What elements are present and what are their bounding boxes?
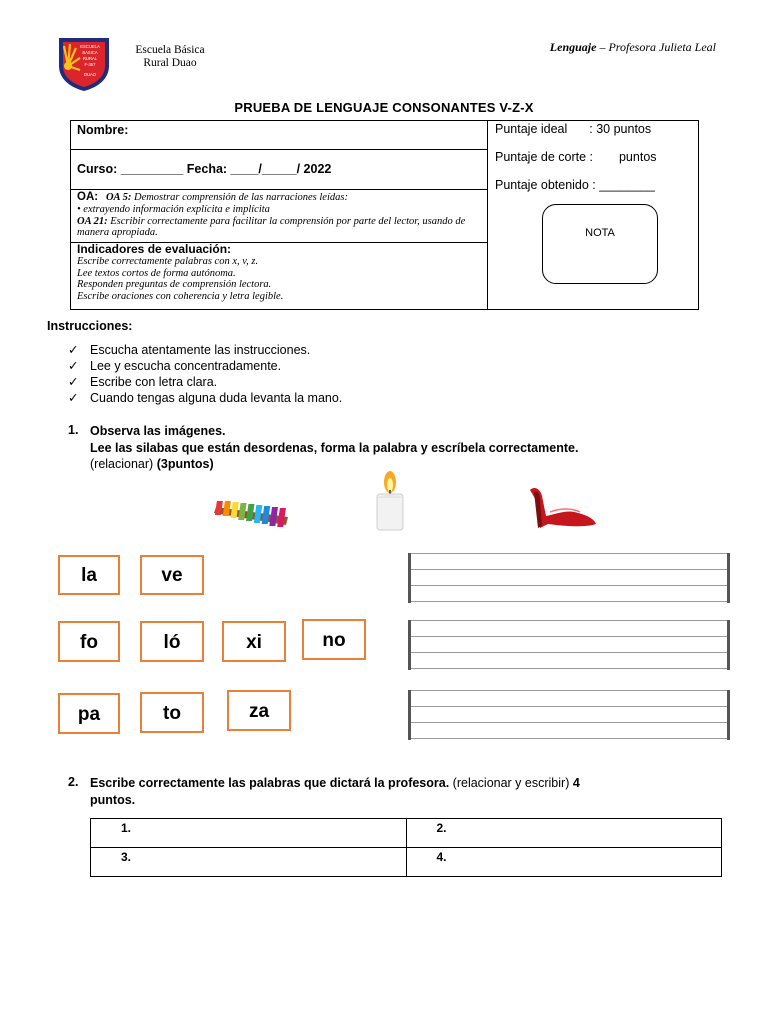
list-item — [68, 342, 342, 358]
oa21-text: Escribir correctamente para facilitar la comprensión por parte del lector, usando de manera apropiada. — [77, 215, 466, 238]
syllable-card[interactable] — [58, 621, 120, 662]
info-box — [70, 120, 488, 310]
checkmark-icon: ✓ — [68, 375, 79, 389]
q1-points: (3puntos) — [156, 457, 214, 471]
school-logo — [56, 36, 112, 92]
oa-block — [77, 191, 481, 239]
answer-writing-lines[interactable] — [408, 553, 730, 603]
q1-number: 1. — [68, 423, 79, 437]
syllable-text: la — [81, 565, 97, 586]
logo-text-1: ESCUELA — [80, 44, 100, 49]
list-item — [68, 390, 342, 406]
nombre-label: Nombre: — [77, 123, 129, 137]
q2-note: (relacionar y escribir) — [449, 776, 570, 790]
indicator-item: Escribe correctamente palabras con x, v, z. — [77, 256, 259, 267]
logo-text-4: F-357 — [84, 62, 96, 67]
candle-image — [370, 470, 410, 532]
grade-label: NOTA — [585, 227, 615, 239]
answer-writing-lines[interactable] — [408, 690, 730, 740]
cell-number: 1. — [121, 821, 132, 835]
indicators-title: Indicadores de evaluación: — [77, 242, 232, 256]
indicator-item: Responden preguntas de comprensión lectora. — [77, 279, 272, 290]
logo-text-5: DUAO — [83, 72, 97, 77]
teacher-line — [480, 40, 716, 55]
syllable-text: xi — [246, 632, 262, 653]
dictation-cell[interactable] — [91, 819, 407, 848]
q1-line1: Observa las imágenes. — [90, 424, 226, 438]
syllable-text: no — [322, 630, 346, 651]
checkmark-icon: ✓ — [68, 359, 79, 373]
q1-line2: Lee las silabas que están desordenas, forma la palabra y escríbela correctamente. — [90, 440, 579, 455]
school-name — [110, 44, 230, 70]
indicator-item: Lee textos cortos de forma autónoma. — [77, 267, 236, 279]
cell-number: 2. — [436, 821, 447, 835]
q1-text — [90, 423, 730, 473]
logo-text-3: RURAL — [82, 56, 98, 61]
subject-label: Lenguaje — [549, 40, 597, 54]
page-title: PRUEBA DE LENGUAJE CONSONANTES V-Z-X — [234, 100, 534, 115]
q2-number: 2. — [68, 775, 79, 789]
teacher-name: – Profesora Julieta Leal — [596, 40, 716, 54]
oa21-label: OA 21: — [77, 215, 108, 227]
instructions-title: Instrucciones: — [47, 319, 133, 333]
table-row — [91, 848, 722, 877]
syllable-card[interactable] — [140, 692, 204, 733]
cut-label: Puntaje de corte : — [495, 150, 593, 164]
syllable-card[interactable] — [302, 619, 366, 660]
q2-points: 4 — [569, 776, 580, 790]
dictation-cell[interactable] — [406, 848, 722, 877]
checkmark-icon: ✓ — [68, 343, 79, 357]
oa5-bullet: • extrayendo información explícita e implícita — [77, 204, 270, 215]
q1-note: (relacionar) — [90, 457, 154, 471]
answer-writing-lines[interactable] — [408, 620, 730, 670]
syllable-text: za — [248, 701, 270, 722]
oa5-label: OA 5: — [105, 192, 132, 203]
checkmark-icon: ✓ — [68, 391, 79, 405]
syllable-card[interactable] — [58, 693, 120, 734]
syllable-text: fo — [80, 632, 98, 653]
syllable-card[interactable] — [140, 621, 204, 662]
ideal-score — [495, 122, 651, 136]
school-line2: Rural Duao — [143, 57, 197, 69]
indicator-item: Escribe oraciones con coherencia y letra legible. — [77, 290, 284, 302]
syllable-card[interactable] — [58, 555, 120, 595]
syllable-card[interactable] — [227, 690, 291, 731]
dictation-cell[interactable] — [406, 819, 722, 848]
cell-number: 3. — [121, 850, 132, 864]
syllable-text: ve — [161, 565, 183, 586]
instruction-text: Escribe con letra clara. — [90, 375, 218, 389]
list-item — [68, 374, 342, 390]
obtained-score: Puntaje obtenido : ________ — [495, 178, 655, 192]
instruction-text: Cuando tengas alguna duda levanta la mano. — [90, 391, 343, 405]
indicators-block — [77, 243, 481, 302]
instruction-text: Escucha atentamente las instrucciones. — [90, 343, 311, 357]
list-item — [68, 358, 342, 374]
cell-number: 4. — [436, 850, 447, 864]
school-line1: Escuela Básica — [135, 44, 205, 56]
q2-instruction: Escribe correctamente las palabras que dictará la profesora. — [90, 776, 450, 790]
xylophone-image — [212, 493, 292, 531]
syllable-card[interactable] — [140, 555, 204, 595]
logo-text-2: BASICA — [82, 50, 98, 55]
ideal-label: Puntaje ideal — [495, 122, 568, 136]
grade-box — [542, 204, 658, 284]
ideal-value: : 30 puntos — [589, 122, 652, 136]
oa5-text: Demostrar comprensión de las narraciones leídas: — [131, 192, 348, 203]
table-row — [91, 819, 722, 848]
high-heel-image — [524, 482, 600, 530]
syllable-card[interactable] — [222, 621, 286, 662]
syllable-text: to — [163, 703, 181, 724]
curso-fecha-label: Curso: _________ Fecha: ____/_____/ 2022 — [77, 162, 332, 176]
instructions-list — [68, 342, 342, 406]
syllable-text: pa — [77, 704, 101, 725]
q2-text — [90, 775, 730, 809]
cut-value: puntos — [618, 150, 657, 164]
dictation-table — [90, 818, 722, 877]
dictation-cell[interactable] — [91, 848, 407, 877]
q2-points-line2: puntos. — [90, 793, 136, 807]
oa-label: OA: — [77, 191, 99, 203]
instruction-text: Lee y escucha concentradamente. — [90, 359, 282, 373]
syllable-text: ló — [163, 632, 181, 653]
cut-score — [495, 150, 657, 164]
